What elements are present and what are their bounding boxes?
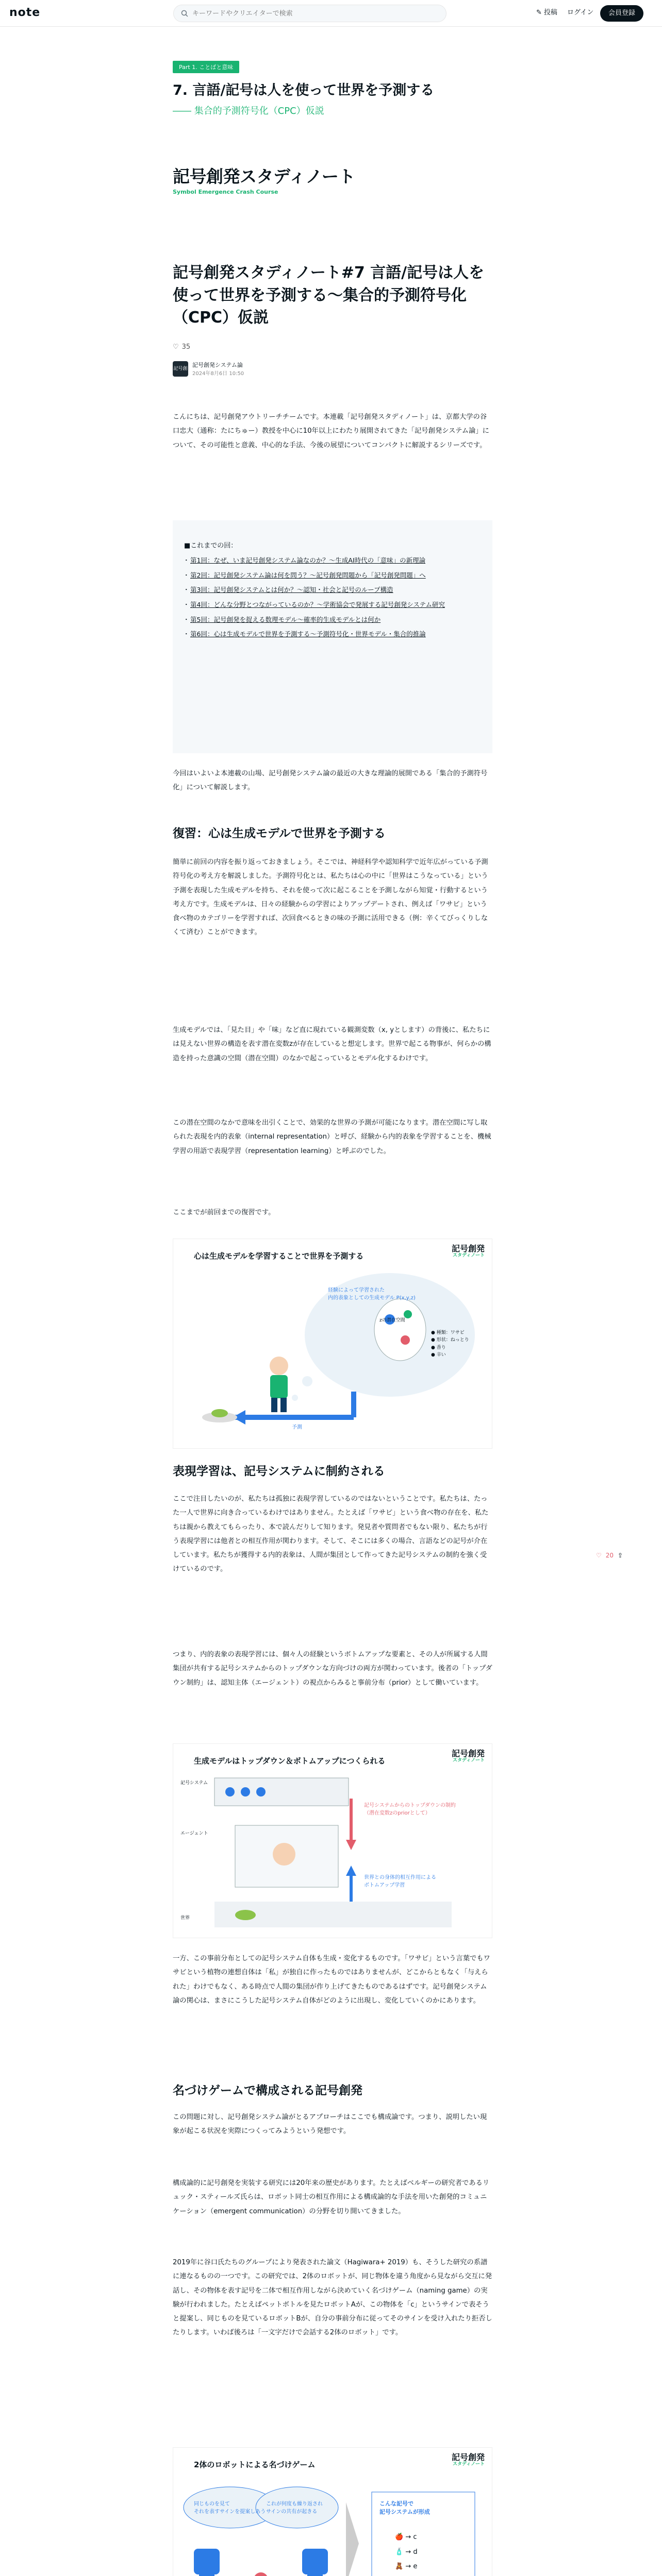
figure-top-down-bottom-up xyxy=(173,1743,492,1938)
toc-item[interactable]: ・ 第5回：記号創発を捉える数理モデル〜確率的生成モデルとは何か xyxy=(184,613,481,626)
floating-actions xyxy=(596,1552,623,1559)
paragraph: この問題に対し、記号創発システム論がとるアプローチはここでも構成論です。つまり、説明したい現象が起こる状況を実際につくってみようという発想です。 xyxy=(173,2113,487,2136)
previous-episodes-box xyxy=(173,520,492,753)
paragraph: 一方、この事前分布としての記号システム自体も生成・変化するものです。「ワサビ」という言葉でもワサビという植物の連想自体は「私」が独自に作ったものではありませんが、どこからともなく「与えられた」わけでもなく、ある時点で人間の集団が作り上げてきたものであるはずです。記号創発システム論の関心は、まさにこうした記号システム自体がどのように出現し、変化していくのかにあります。 xyxy=(173,1955,490,2005)
figure-generative-model xyxy=(173,1239,492,1449)
right-panel-title: こんな記号で 記号システムが形成 xyxy=(379,2500,430,2515)
naming-game-illustration xyxy=(173,2471,492,2576)
figure-title: 心は生成モデルを学習することで世界を予測する xyxy=(194,1251,364,1261)
cover-subtitle: ―― 集合的予測符号化（CPC）仮説 xyxy=(173,106,324,117)
toc-item[interactable]: ・ 第6回：心は生成モデルで世界を予測する〜予測符号化・世界モデル・集合的推論 xyxy=(184,628,481,641)
author-info[interactable] xyxy=(173,361,244,387)
feature-list: ● 種類：ワサビ ● 形状：ねっとり ● 香り ● 辛い xyxy=(431,1330,469,1358)
toc-item[interactable]: ・ 第1回：なぜ、いま記号創発システム論なのか？〜生成AI時代の「意味」の新理論 xyxy=(184,554,481,567)
paragraph: 2019年に谷口氏たちのグループにより発表された論文（Hagiwara+ 2019）も、そうした研究の系譜に連なるものの一つです。この研究では、2体のロボットが、同じ物体を違う角度から見ながら交互に発話し、その物体を表す記号を二体で相互作用しながら決めていく名づけゲーム（naming game）の実験が行われました。たとえばペットボトルを見たロボットAが、この物体を「c」というサインで表そうと提案し、同じものを見ているロボットBが、自分の事前分布に従ってそのサインを受け入れたり拒否したりします。いわば後ろは「一文字だけで会話する2体のロボット」です。 xyxy=(173,2259,492,2337)
latent-space-label: zの潜在空間 xyxy=(379,1318,405,1323)
series-logo-subtitle: Symbol Emergence Crash Course xyxy=(173,189,278,196)
toc-item[interactable]: ・ 第4回：どんな分野とつながっているのか？〜学術協会で発展する記号創発システム研究 xyxy=(184,598,481,612)
section-heading: 復習：心は生成モデルで世界を予測する xyxy=(173,827,386,840)
publish-date: 2024年8月6日 10:50 xyxy=(192,371,244,377)
figure-brand: 記号創発 スタディノート xyxy=(451,1244,485,1258)
bubble-text: 同じものを見て それを表すサインを提案しあう xyxy=(194,2501,266,2515)
paragraph: 生成モデルでは、「見た目」や「味」など直に現れている観測変数（x, yとします）の背後に、私たちには見えない世界の構造を表す潜在変数zが存在していると想定します。世界で起こる物事が、何らかの構造を持った意識の空間（潜在空間）のなかで起こっているとモデル化するわけです。 xyxy=(173,1026,491,1062)
cover-title: 7. 言語/記号は人を使って世界を予測する xyxy=(173,82,435,98)
section-heading: 名づけゲームで構成される記号創発 xyxy=(173,2084,362,2097)
figure-title: 2体のロボットによる名づけゲーム xyxy=(194,2460,316,2469)
top-down-bottom-up-illustration xyxy=(173,1768,492,1938)
heart-icon[interactable]: ♡ xyxy=(173,343,179,351)
figure-title: 生成モデルはトップダウン＆ボトムアップにつくられる xyxy=(194,1756,386,1766)
paragraph: この潜在空間のなかで意味を出引くことで、効果的な世界の予測が可能になります。潜在空間に写し取られた表現を内的表象（internal representation）と呼び、経験から内的表象を学習することを、機械学習の用語で表現学習（representation learning）と呼ぶのでした。 xyxy=(173,1119,491,1155)
label-world: 世界 xyxy=(180,1916,190,1921)
heart-icon[interactable]: ♡ xyxy=(596,1552,602,1559)
signup-button[interactable]: 会員登録 xyxy=(600,5,643,22)
predict-label: 予測 xyxy=(292,1425,302,1430)
like-count: 20 xyxy=(605,1552,614,1559)
article-title: 記号創発スタディノート#7 言語/記号は人を使って世界を予測する〜集合的予測符号化（CPC）仮説 xyxy=(173,264,485,327)
label-symbol-system: 記号システム xyxy=(180,1781,208,1786)
toc-heading: ■これまでの回： xyxy=(184,542,238,550)
paragraph: つまり、内的表象の表現学習には、個々人の経験というボトムアップな要素と、その人が所属する人間集団が共有する記号システムからのトップダウンな方向づけの両方が関わっています。後者の「トップダウン制約」は、認知主体（エージェント）の視点からみると事前分布（prior）として働いています。 xyxy=(173,1651,492,1687)
lead-paragraph: 今回はいよいよ本連載の山場、記号創発システム論の最近の大きな理論的展開である「集合的予測符号化」について解説します。 xyxy=(173,770,488,792)
avatar[interactable]: 記号創発 xyxy=(173,361,188,377)
pen-icon: ✎ xyxy=(536,9,544,16)
toc-item[interactable]: ・ 第3回：記号創発システムとは何か？〜認知・社会と記号のループ構造 xyxy=(184,583,481,597)
author-name[interactable]: 記号創発システム論 xyxy=(192,362,243,368)
login-link[interactable]: ログイン xyxy=(567,9,594,16)
article-cover-image xyxy=(173,61,492,236)
paragraph: 簡単に前回の内容を振り返っておきましょう。そこでは、神経科学や認知科学で近年広がっている予測符号化の考え方を解説しました。予測符号化とは、私たちは心の中に「世界はこうなっている」という予測を表現した生成モデルを持ち、それを使って次に起こることを予測しながら知覚・行動するという考え方です。生成モデルは、日々の経験からの学習によりアップデートされ、例えば「ワサビ」という食べ物のカテゴリーを学習すれば、次回食べるときの味の予測に活用できる（例：辛くてびっくりしなくて済む）ことができます。 xyxy=(173,858,488,937)
toc-item[interactable]: ・ 第2回：記号創発システム論は何を問う？〜記号創発問題から「記号創発問題」へ xyxy=(184,569,481,582)
intro-paragraph: こんにちは、記号創発アウトリーチチームです。本連載「記号創発スタディノート」は、京都大学の谷口忠大（通称：たにちゅー）教授を中心に10年以上にわたり展開されてきた「記号創発システム論」について、その可能性と意義、中心的な手法、今後の展望についてコンパクトに解説するシリーズです。 xyxy=(173,413,489,449)
figure-brand: 記号創発 スタディノート xyxy=(451,1749,485,1763)
search-box[interactable] xyxy=(173,5,446,22)
part-tag: Part 1. ことばと意味 xyxy=(173,61,239,73)
paragraph: ここまでが前回までの復習です。 xyxy=(173,1209,275,1216)
search-icon xyxy=(181,10,188,17)
post-button[interactable]: ✎ 投稿 xyxy=(536,9,558,16)
bottom-up-note: 世界との身体的相互作用による ボトムアップ学習 xyxy=(364,1875,436,1888)
bubble-text: 経験によって学習された 内的表象としての生成モデル P(x,y,z) xyxy=(328,1287,416,1301)
label-agent: エージェント xyxy=(180,1831,208,1836)
top-down-note: 記号システムからのトップダウンの制約 （潜在変数zのpriorとして） xyxy=(364,1803,456,1816)
share-icon[interactable]: ⇪ xyxy=(618,1552,623,1559)
paragraph: ここで注目したいのが、私たちは孤独に表現学習しているのではないということです。私たちは、たった一人で世界に向き合っているわけではありません。たとえば「ワサビ」という食べ物の存在を、私たちは親から教えてもらったり、本で読んだりして知ります。発見者や質問者でもない限り、私たちが行う表現学習には他者との相互作用が関わります。そして、そこには多くの場合、言語などの記号が介在しています。私たちが獲得する内的表象は、人間が集団として作ってきた記号システムの制約を強く受けているのです。 xyxy=(173,1495,489,1573)
sign-mapping-list: 🍎 → c 🧴 → d 🧸 → e xyxy=(395,2533,418,2571)
figure-brand: 記号創発 スタディノート xyxy=(451,2452,485,2467)
like-counter[interactable]: ♡ 35 xyxy=(173,343,191,351)
figure-naming-game xyxy=(173,2447,492,2576)
note-logo[interactable]: note xyxy=(9,6,41,19)
search-input[interactable] xyxy=(192,10,439,18)
section-heading: 表現学習は、記号システムに制約される xyxy=(173,1465,385,1478)
top-navigation-bar xyxy=(0,0,662,27)
series-logo: 記号創発スタディノート xyxy=(173,166,355,187)
bubble-text: これが何度も繰り返され サインの共有が起きる xyxy=(266,2501,323,2515)
paragraph: 構成論的に記号創発を実装する研究には20年来の歴史があります。たとえばベルギーの研究者であるリュック・スティールズ氏らは、ロボット同士の相互作用による構成論的な手法を用いた創発的コミュニケーション（emergent communication）の分野を切り開いてきました。 xyxy=(173,2179,490,2215)
